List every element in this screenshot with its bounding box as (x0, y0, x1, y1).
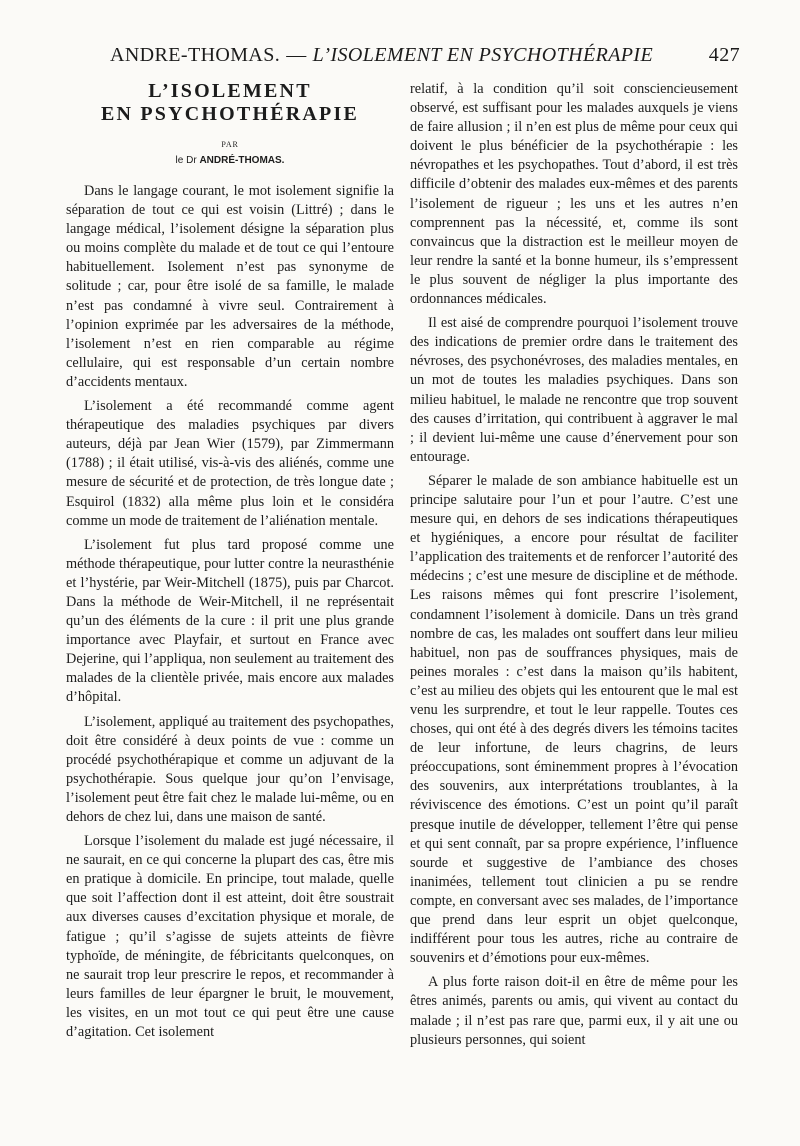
right-paragraph-4: A plus forte raison doit-il en être de même pour les êtres animés, parents ou amis, qui vivent au contact du malade ; il n’est pas rare que, parmi eux, il y ait une ou plusieurs personnes, qui soient (410, 974, 738, 1048)
running-head-title: L’ISOLEMENT EN PSYCHOTHÉRAPIE (312, 44, 654, 66)
left-paragraph-4: L’isolement, appliqué au traitement des psychopathes, doit être considéré à deux points de vue : comme un procédé psychothérapique et comme un adjuvant de la psychothérapie. Sous quelque jour qu’on l’envisage, l’isolement peut être fait chez le malade lui-même, ou en dehors de chez lui, dans une maison de santé. (66, 713, 394, 825)
left-paragraph-3: L’isolement fut plus tard proposé comme une méthode thérapeutique, pour lutter contre la neurasthénie et l’hystérie, par Weir-Mitchell (1875), puis par Charcot. Dans la méthode de Weir-Mitchell, il ne représentait qu’un des éléments de la cure : il prit une plus grande importance avec Playfair, et surtout en France avec Dejerine, qui l’appliqua, non seulement au traitement des malades de la clientèle privée, mais encore aux malades d’hôpital. (66, 536, 394, 706)
running-head-author: ANDRE-THOMAS. (110, 44, 281, 66)
article-title-line-2: EN PSYCHOTHÉRAPIE (101, 103, 359, 125)
left-paragraph-2: L’isolement a été recommandé comme agent thérapeutique des maladies psychiques par divers auteurs, déjà par Jean Wier (1579), par Zimmermann (1788) ; il était utilisé, vis-à-vis des aliénés, comme une mesure de sécurité et de protection, de très longue date ; Esquirol (1832) alla même plus loin et le considéra comme un mode de traitement de l’aliénation mentale. (66, 398, 394, 529)
article-title (66, 80, 394, 126)
page-number: 427 (708, 44, 740, 66)
right-paragraph-3: Séparer le malade de son ambiance habituelle est un principe salutaire pour l’un et pour l’autre. C’est une mesure qui, en dehors de ses indications thérapeutiques et hygiéniques, a encore pour résultat de faciliter l’application des traitements et de renforcer l’autorité des médecins ; c’est une mesure de discipline et de méthode. Les raisons mêmes qui font prescrire l’isolement, condamnent l’isolement à domicile. Dans un très grand nombre de cas, les malades ont souffert dans leur milieu habituel, non pas de souffrances physiques, mais de peines morales : c’est dans la maison qu’ils habitent, c’est au milieu des objets qui les entourent que le mal est venu les surprendre, et tout le leur rappelle. Toutes ces choses, qui ont été à des degrés divers les témoins tacites de leur infortune, de leurs chagrins, de leurs préoccupations, sont éminemment propres à l’évocation des souvenirs, aux interprétations troublantes, à la réviviscence des émotions. C’est un point qu’il paraît presque inutile de développer, tellement l’être qui pense et qui sent connaît, par sa propre expérience, l’influence sourde et suggestive de l’ambiance des choses inanimées, tellement tout clinicien a pu se rendre compte, en conversant avec ses malades, de l’importance que prend dans leur esprit un objet quelconque, indifférent pour tous les autres, riche au contraire de souvenirs et d’émotions pour eux-mêmes. (410, 472, 738, 967)
right-column (410, 80, 738, 1055)
author-line (66, 154, 394, 168)
article-title-line-1: L’ISOLEMENT (148, 80, 312, 102)
author-prefix: le Dr (175, 155, 197, 166)
byline-par: PAR (221, 140, 239, 149)
running-head-separator: — (286, 44, 307, 66)
left-paragraph-1: Dans le langage courant, le mot isolement signifie la séparation de tout ce qui est voisin (Littré) ; dans le langage médical, l’isolement désigne la séparation plus ou moins complète du malade et de tout ce qui l’entoure habituellement. Isolement n’est pas synonyme de solitude ; car, pour être isolé de sa famille, le malade n’est pas condamné à vivre seul. Contrairement à l’opinion exprimée par les adversaires de la méthode, l’isolement n’est en rien comparable au régime cellulaire, qui est responsable d’un certain nombre d’accidents mentaux. (66, 183, 394, 390)
author-name: ANDRÉ-THOMAS. (199, 155, 285, 166)
right-paragraph-1: relatif, à la condition qu’il soit consciencieusement observé, est suffisant pour les malades auxquels je viens de faire allusion ; il n’en est plus de même pour ceux qui doivent le plus bénéficier de la psychothérapie : les névropathes et les psychopathes. Tout d’abord, il est très difficile d’obtenir des malades eux-mêmes et des parents l’isolement de rigueur ; les uns et les autres n’en comprennent pas la nécessité, et, comme ils sont convaincus que la distraction est le meilleur moyen de leur rendre la santé et la bonne humeur, ils s’empressent le plus souvent de négliger la plus importante des ordonnances médicales. (410, 81, 738, 308)
right-paragraph-2: Il est aisé de comprendre pourquoi l’isolement trouve des indications de premier ordre dans le traitement des névroses, des psychonévroses, des maladies mentales, en un mot de toutes les maladies psychiques. Dans son milieu habituel, le malade ne rencontre que trop souvent des causes d’irritation, qui contribuent à aggraver le mal ; il devient lui-même une cause d’énervement pour son entourage. (410, 315, 738, 465)
running-head (110, 44, 740, 67)
left-paragraph-5: Lorsque l’isolement du malade est jugé nécessaire, il ne saurait, en ce qui concerne la plupart des cas, être mis en pratique à domicile. En principe, tout malade, quelle que soit l’affection dont il est atteint, doit être soustrait aux diverses causes d’excitation physique et morale, de fatigue ; qu’il s’agisse de sujets atteints de fièvre typhoïde, de méningite, de fébricitants quelconques, on ne saurait trop leur prescrire le repos, et recommander à leurs familles de leur épargner le bruit, le mouvement, les visites, en un mot tout ce qui peut être une cause d’agitation. Cet isolement (66, 833, 394, 1041)
left-column (66, 80, 394, 1047)
